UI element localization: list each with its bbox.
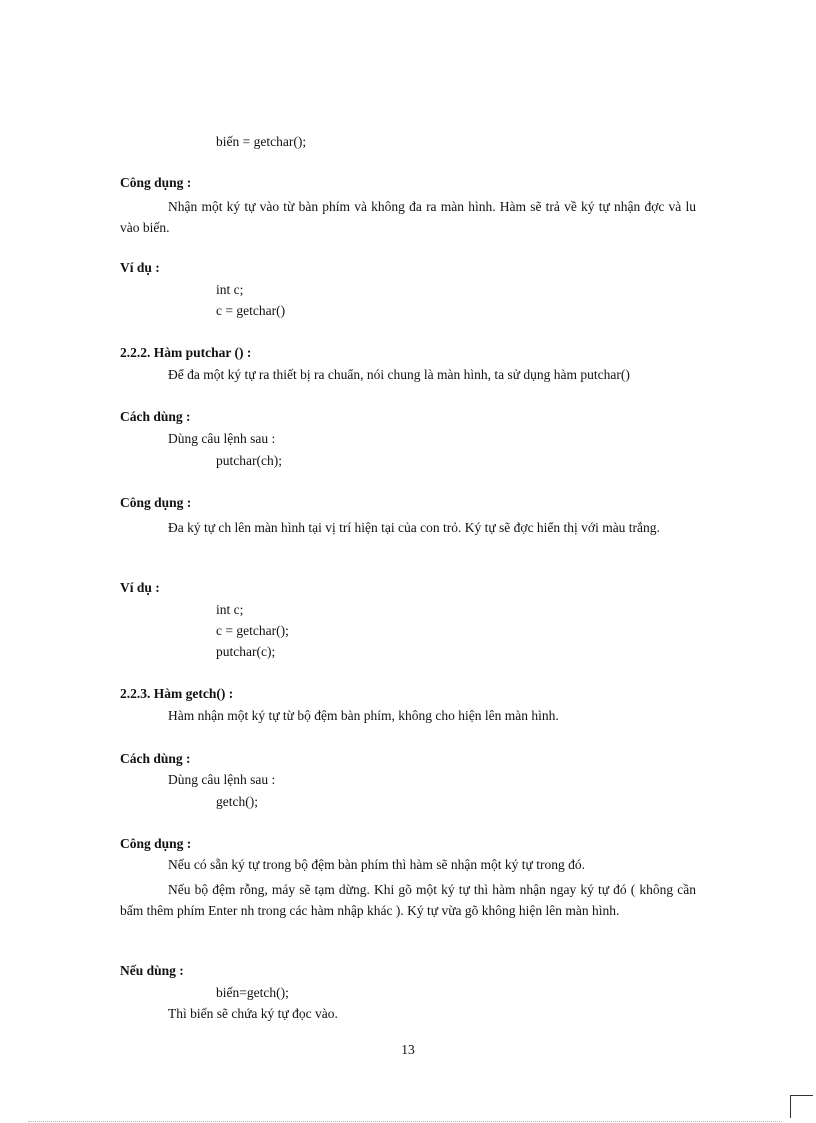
subsection-heading: 2.2.2. Hàm putchar () :	[120, 345, 252, 360]
paragraph: Nhận một ký tự vào từ bàn phím và không đa ra màn hình. Hàm sẽ trả về ký tự nhận đợc và lu vào biến.	[120, 199, 696, 235]
page-bottom-border	[28, 1121, 782, 1122]
code-line: biến = getchar();	[216, 134, 307, 149]
code-line: getch();	[216, 794, 258, 809]
paragraph: Dùng câu lệnh sau :	[168, 431, 276, 446]
code-line: biến=getch();	[216, 985, 289, 1000]
section-label: Ví dụ :	[120, 580, 160, 595]
paragraph: Nếu bộ đệm rỗng, máy sẽ tạm dừng. Khi gõ một ký tự thì hàm nhận ngay ký tự đó ( không cần bấm thêm phím Enter nh trong các hàm nhập khác ). Ký tự vừa gõ không hiện lên màn hình.	[120, 882, 696, 918]
paragraph: Đa ký tự ch lên màn hình tại vị trí hiện tại của con trỏ. Ký tự sẽ đợc hiển thị với màu trắng.	[168, 520, 660, 535]
section-label: Công dụng :	[120, 836, 192, 851]
code-line: c = getchar();	[216, 623, 289, 638]
section-label: Cách dùng :	[120, 751, 191, 766]
code-line: int c;	[216, 602, 244, 617]
section-label: Cách dùng :	[120, 409, 191, 424]
section-label: Công dụng :	[120, 495, 192, 510]
paragraph: Hàm nhận một ký tự từ bộ đệm bàn phím, không cho hiện lên màn hình.	[168, 708, 559, 723]
page-number: 13	[401, 1042, 415, 1057]
paragraph: Dùng câu lệnh sau :	[168, 772, 276, 787]
paragraph: Nếu có sẵn ký tự trong bộ đệm bàn phím thì hàm sẽ nhận một ký tự trong đó.	[168, 857, 585, 872]
code-line: int c;	[216, 282, 244, 297]
paragraph: Thì biến sẽ chứa ký tự đọc vào.	[168, 1006, 338, 1021]
section-label: Công dụng :	[120, 175, 192, 190]
page-corner-mark	[790, 1095, 813, 1118]
code-line: putchar(c);	[216, 644, 276, 659]
subsection-heading: 2.2.3. Hàm getch() :	[120, 686, 234, 701]
code-line: putchar(ch);	[216, 453, 282, 468]
section-label: Nếu dùng :	[120, 963, 184, 978]
code-line: c = getchar()	[216, 303, 286, 318]
section-label: Ví dụ :	[120, 260, 160, 275]
paragraph: Để đa một ký tự ra thiết bị ra chuẩn, nói chung là màn hình, ta sử dụng hàm putchar()	[168, 367, 630, 382]
